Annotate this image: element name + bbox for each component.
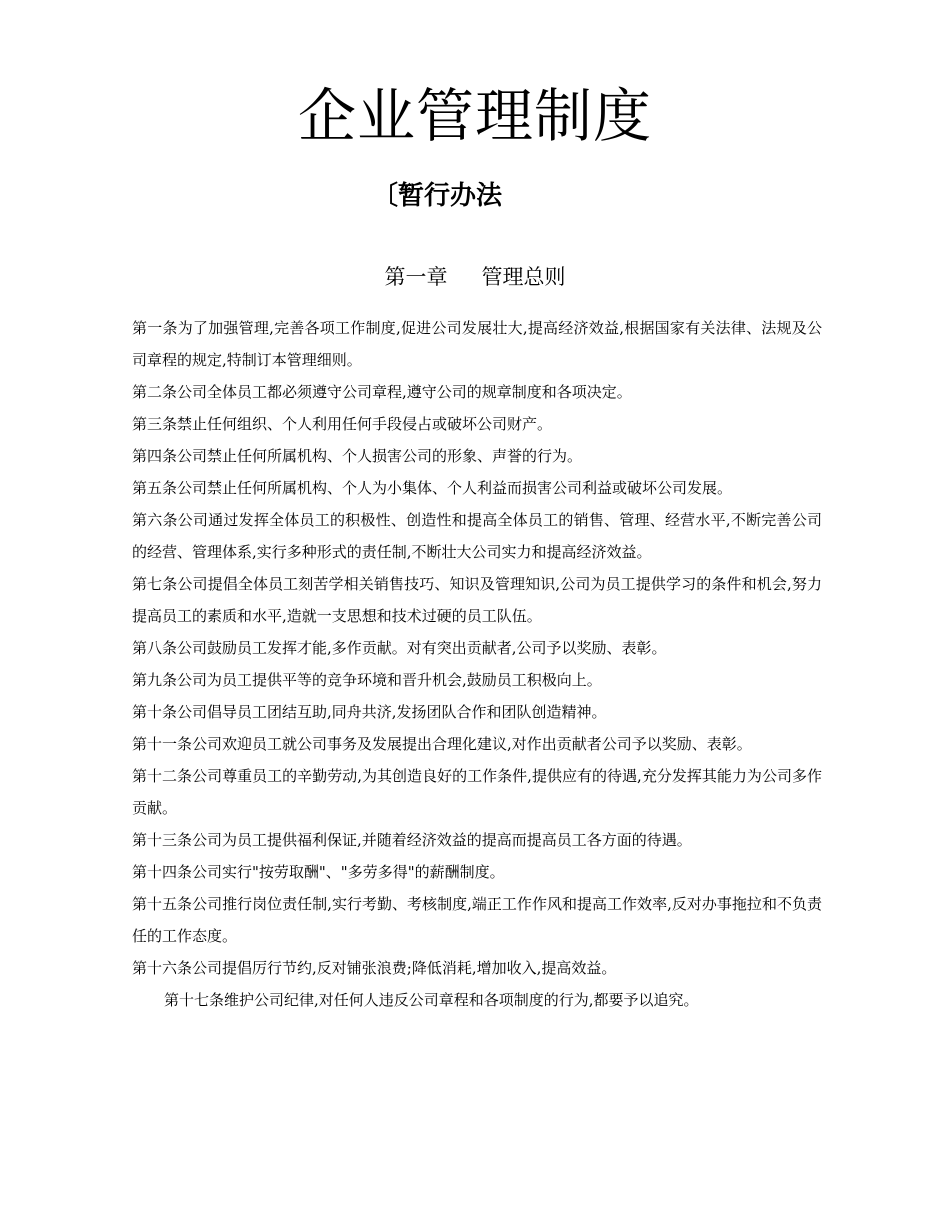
document-subtitle: 〔暂行办法 [372, 181, 503, 211]
article-1: 第一条为了加强管理,完善各项工作制度,促进公司发展壮大,提高经济效益,根据国家有关法律、法规及公司章程的规定,特制订本管理细则。 [132, 319, 822, 369]
article-17: 第十七条维护公司纪律,对任何人违反公司章程和各项制度的行为,都要予以追究。 [164, 991, 699, 1009]
article-15: 第十五条公司推行岗位责任制,实行考勤、考核制度,端正工作作风和提高工作效率,反对办事拖拉和不负责任的工作态度。 [132, 895, 822, 945]
article-13: 第十三条公司为员工提供福利保证,并随着经济效益的提高而提高员工各方面的待遇。 [132, 831, 692, 849]
article-list [132, 312, 822, 1016]
chapter-name: 管理总则 [481, 265, 566, 289]
article-7: 第七条公司提倡全体员工刻苦学相关销售技巧、知识及管理知识,公司为员工提供学习的条件和机会,努力提高员工的素质和水平,造就一支思想和技术过硬的员工队伍。 [132, 575, 822, 625]
article-10: 第十条公司倡导员工团结互助,同舟共济,发扬团队合作和团队创造精神。 [132, 703, 607, 721]
document-title: 企业管理制度 [297, 82, 652, 150]
chapter-number: 第一章 [384, 265, 448, 289]
article-6: 第六条公司通过发挥全体员工的积极性、创造性和提高全体员工的销售、管理、经营水平,不断完善公司的经营、管理体系,实行多种形式的责任制,不断壮大公司实力和提高经济效益。 [132, 511, 822, 561]
article-9: 第九条公司为员工提供平等的竞争环境和晋升机会,鼓励员工积极向上。 [132, 671, 602, 689]
chapter-heading [0, 260, 950, 294]
article-8: 第八条公司鼓励员工发挥才能,多作贡献。对有突出贡献者,公司予以奖励、表彰。 [132, 639, 667, 657]
article-14: 第十四条公司实行"按劳取酬"、"多劳多得"的薪酬制度。 [132, 863, 505, 881]
article-2: 第二条公司全体员工都必须遵守公司章程,遵守公司的规章制度和各项决定。 [132, 383, 632, 401]
article-3: 第三条禁止任何组织、个人利用任何手段侵占或破坏公司财产。 [132, 415, 553, 433]
article-5: 第五条公司禁止任何所属机构、个人为小集体、个人利益而损害公司利益或破坏公司发展。 [132, 479, 733, 497]
article-4: 第四条公司禁止任何所属机构、个人损害公司的形象、声誉的行为。 [132, 447, 583, 465]
article-12: 第十二条公司尊重员工的辛勤劳动,为其创造良好的工作条件,提供应有的待遇,充分发挥其能力为公司多作贡献。 [132, 767, 822, 817]
article-16: 第十六条公司提倡厉行节约,反对铺张浪费;降低消耗,增加收入,提高效益。 [132, 959, 617, 977]
article-11: 第十一条公司欢迎员工就公司事务及发展提出合理化建议,对作出贡献者公司予以奖励、表彰。 [132, 735, 752, 753]
